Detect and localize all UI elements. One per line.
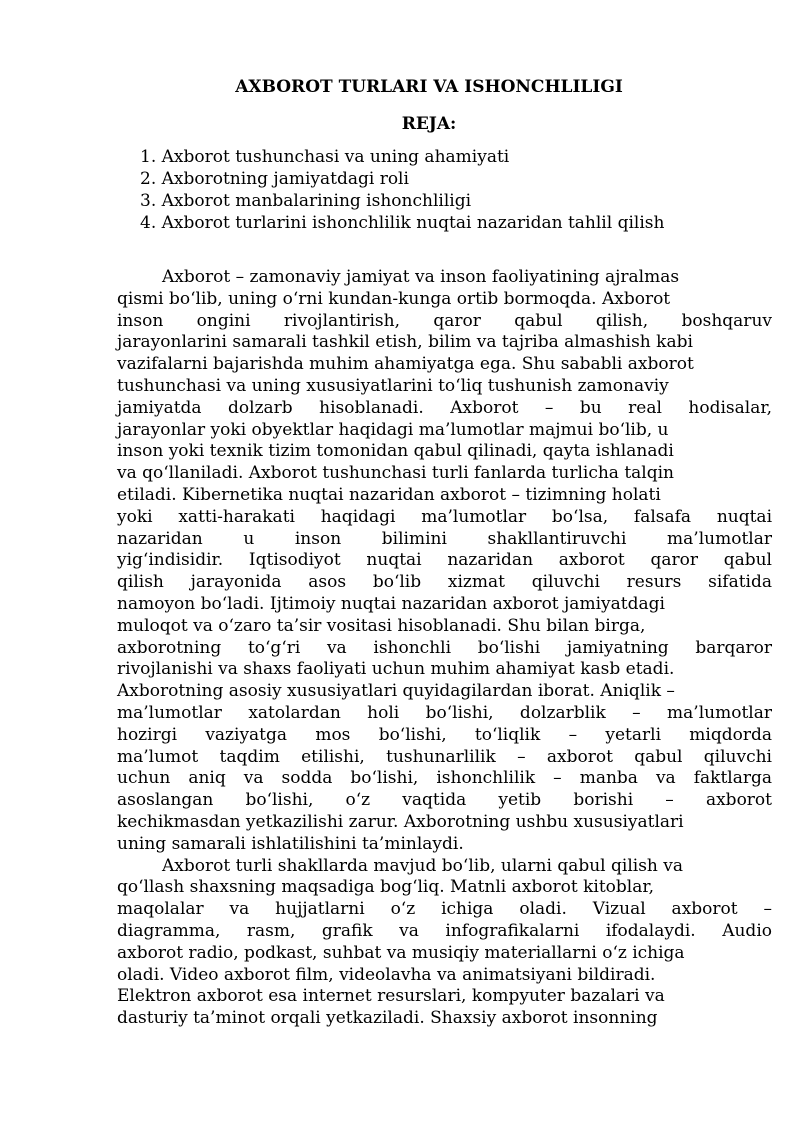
text-line: vazifalarni bajarishda muhim ahamiyatga ega. Shu sababli axborot <box>117 354 694 375</box>
plan-item: 1. Axborot tushunchasi va uning ahamiyati <box>140 147 510 167</box>
plan-heading: REJA: <box>401 114 457 134</box>
plan-list <box>140 146 664 234</box>
text-line: jarayonlarini samarali tashkil etish, bilim va tajriba almashish kabi <box>117 332 693 353</box>
text-line: ma’lumot taqdim etilishi, tushunarlilik – axborot qabul qiluvchi <box>117 746 772 767</box>
text-line: yoki xatti-harakati haqidagi ma’lumotlar bo‘lsa, falsafa nuqtai <box>117 506 772 527</box>
text-line: dasturiy ta’minot orqali yetkaziladi. Shaxsiy axborot insonning <box>117 1008 658 1029</box>
text-line: qo‘llash shaxsning maqsadiga bog‘liq. Matnli axborot kitoblar, <box>117 877 655 898</box>
text-line: jarayonlar yoki obyektlar haqidagi ma’lumotlar majmui bo‘lib, u <box>117 419 669 440</box>
text-line: inson yoki texnik tizim tomonidan qabul qilinadi, qayta ishlanadi <box>117 441 674 462</box>
plan-item: 3. Axborot manbalarining ishonchliligi <box>140 191 472 211</box>
text-line: rivojlanishi va shaxs faoliyati uchun muhim ahamiyat kasb etadi. <box>117 659 675 680</box>
text-line: diagramma, rasm, grafik va infografikalarni ifodalaydi. Audio <box>117 920 772 941</box>
text-line: axborot radio, podkast, suhbat va musiqiy materiallarni o‘z ichiga <box>117 942 685 963</box>
text-line: namoyon bo‘ladi. Ijtimoiy nuqtai nazaridan axborot jamiyatdagi <box>117 593 665 614</box>
text-line: Elektron axborot esa internet resurslari, kompyuter bazalari va <box>117 986 665 1007</box>
text-line: hozirgi vaziyatga mos bo‘lishi, to‘liqlik – yetarli miqdorda <box>117 724 772 745</box>
text-line: Axborot turli shakllarda mavjud bo‘lib, ularni qabul qilish va <box>162 855 684 876</box>
text-line: inson ongini rivojlantirish, qaror qabul qilish, boshqaruv <box>117 310 772 331</box>
body-text <box>117 267 772 1030</box>
text-line: jamiyatda dolzarb hisoblanadi. Axborot – bu real hodisalar, <box>117 397 772 418</box>
paragraph-1 <box>117 267 772 856</box>
text-line: kechikmasdan yetkazilishi zarur. Axborotning ushbu xususiyatlari <box>117 811 684 832</box>
paragraph-2 <box>117 856 772 1030</box>
text-line: etiladi. Kibernetika nuqtai nazaridan axborot – tizimning holati <box>117 484 661 505</box>
text-line: muloqot va o‘zaro ta’sir vositasi hisoblanadi. Shu bilan birga, <box>117 615 646 636</box>
text-line: qilish jarayonida asos bo‘lib xizmat qiluvchi resurs sifatida <box>117 572 772 593</box>
text-line: Axborot – zamonaviy jamiyat va inson faoliyatining ajralmas <box>162 267 680 287</box>
plan-item: 4. Axborot turlarini ishonchlilik nuqtai nazaridan tahlil qilish <box>140 213 665 233</box>
text-line: qismi bo‘lib, uning o‘rni kundan-kunga ortib bormoqda. Axborot <box>117 288 671 309</box>
text-line: uning samarali ishlatilishini ta’minlaydi. <box>117 833 464 854</box>
text-line: yig‘indisidir. Iqtisodiyot nuqtai nazaridan axborot qaror qabul <box>117 550 772 571</box>
text-line: ma’lumotlar xatolardan holi bo‘lishi, dolzarblik – ma’lumotlar <box>117 702 772 723</box>
text-line: axborotning to‘g‘ri va ishonchli bo‘lishi jamiyatning barqaror <box>117 637 772 658</box>
plan-item: 2. Axborotning jamiyatdagi roli <box>140 169 409 189</box>
text-line: asoslangan bo‘lishi, o‘z vaqtida yetib borishi – axborot <box>117 790 772 811</box>
text-line: tushunchasi va uning xususiyatlarini to‘liq tushunish zamonaviy <box>117 375 669 396</box>
text-line: oladi. Video axborot film, videolavha va animatsiyani bildiradi. <box>117 964 656 985</box>
text-line: nazaridan u inson bilimini shakllantiruvchi ma’lumotlar <box>117 528 772 549</box>
text-line: Axborotning asosiy xususiyatlari quyidagilardan iborat. Aniqlik – <box>117 681 675 702</box>
document-title: AXBOROT TURLARI VA ISHONCHLILIGI <box>235 77 623 97</box>
text-line: va qo‘llaniladi. Axborot tushunchasi turli fanlarda turlicha talqin <box>117 463 674 484</box>
text-line: maqolalar va hujjatlarni o‘z ichiga oladi. Vizual axborot – <box>117 899 772 920</box>
text-line: uchun aniq va sodda bo‘lishi, ishonchlilik – manba va faktlarga <box>117 768 772 789</box>
